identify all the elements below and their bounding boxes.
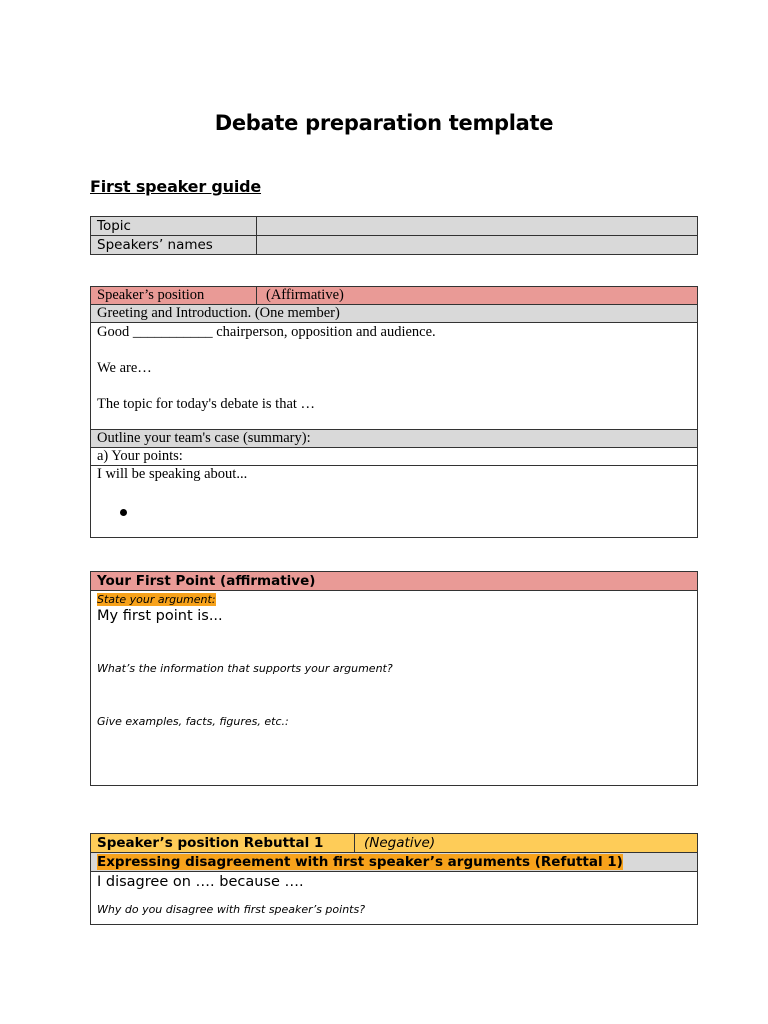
rebuttal-position-value: (Negative) [355,834,698,853]
table-row [91,834,698,853]
table-row [91,430,698,448]
supporting-info-prompt: What’s the information that supports your argument? [97,662,393,675]
greeting-line: We are… [97,360,152,376]
outline-header: Outline your team's case (summary): [91,430,698,448]
topic-label: Topic [91,217,257,236]
first-point-header: Your First Point (affirmative) [91,572,698,591]
rebuttal-opening: I disagree on …. because …. [97,874,304,890]
position-value: (Affirmative) [257,287,698,305]
rebuttal-position-label: Speaker’s position Rebuttal 1 [91,834,355,853]
table-row [91,305,698,323]
table-row [91,872,698,925]
greeting-line: The topic for today's debate is that … [97,396,316,412]
section-heading: First speaker guide [90,177,262,196]
speakers-names-label: Speakers’ names [91,236,257,255]
table-row [91,572,698,591]
table-row [91,217,698,236]
rebuttal-content[interactable] [91,872,698,925]
greeting-line: Good ___________ chairperson, opposition and audience. [97,324,436,340]
rebuttal-question: Why do you disagree with first speaker’s points? [97,903,366,916]
topic-value-cell[interactable] [257,217,698,236]
first-point-content[interactable] [91,591,698,786]
greeting-content[interactable] [91,323,698,430]
table-row [91,853,698,872]
table-row [91,287,698,305]
first-point-opening: My first point is... [97,608,223,624]
position-label: Speaker’s position [91,287,257,305]
examples-prompt: Give examples, facts, figures, etc.: [97,715,289,728]
points-label: a) Your points: [91,448,698,466]
table-row [91,466,698,538]
bullet-icon [120,509,127,516]
points-prompt: I will be speaking about... [97,466,248,482]
rebuttal-header-cell [91,853,698,872]
table-row [91,323,698,430]
table-row [91,591,698,786]
info-table [90,216,698,255]
table-row [91,236,698,255]
rebuttal-header: Expressing disagreement with first speaker’s arguments (Refuttal 1) [97,854,623,870]
table-row [91,448,698,466]
speakers-names-value-cell[interactable] [257,236,698,255]
greeting-header: Greeting and Introduction. (One member) [91,305,698,323]
rebuttal-table [90,833,698,925]
document-title: Debate preparation template [214,111,554,135]
first-point-table [90,571,698,786]
points-content[interactable] [91,466,698,538]
state-argument-label: State your argument: [97,593,216,606]
first-speaker-table [90,286,698,538]
